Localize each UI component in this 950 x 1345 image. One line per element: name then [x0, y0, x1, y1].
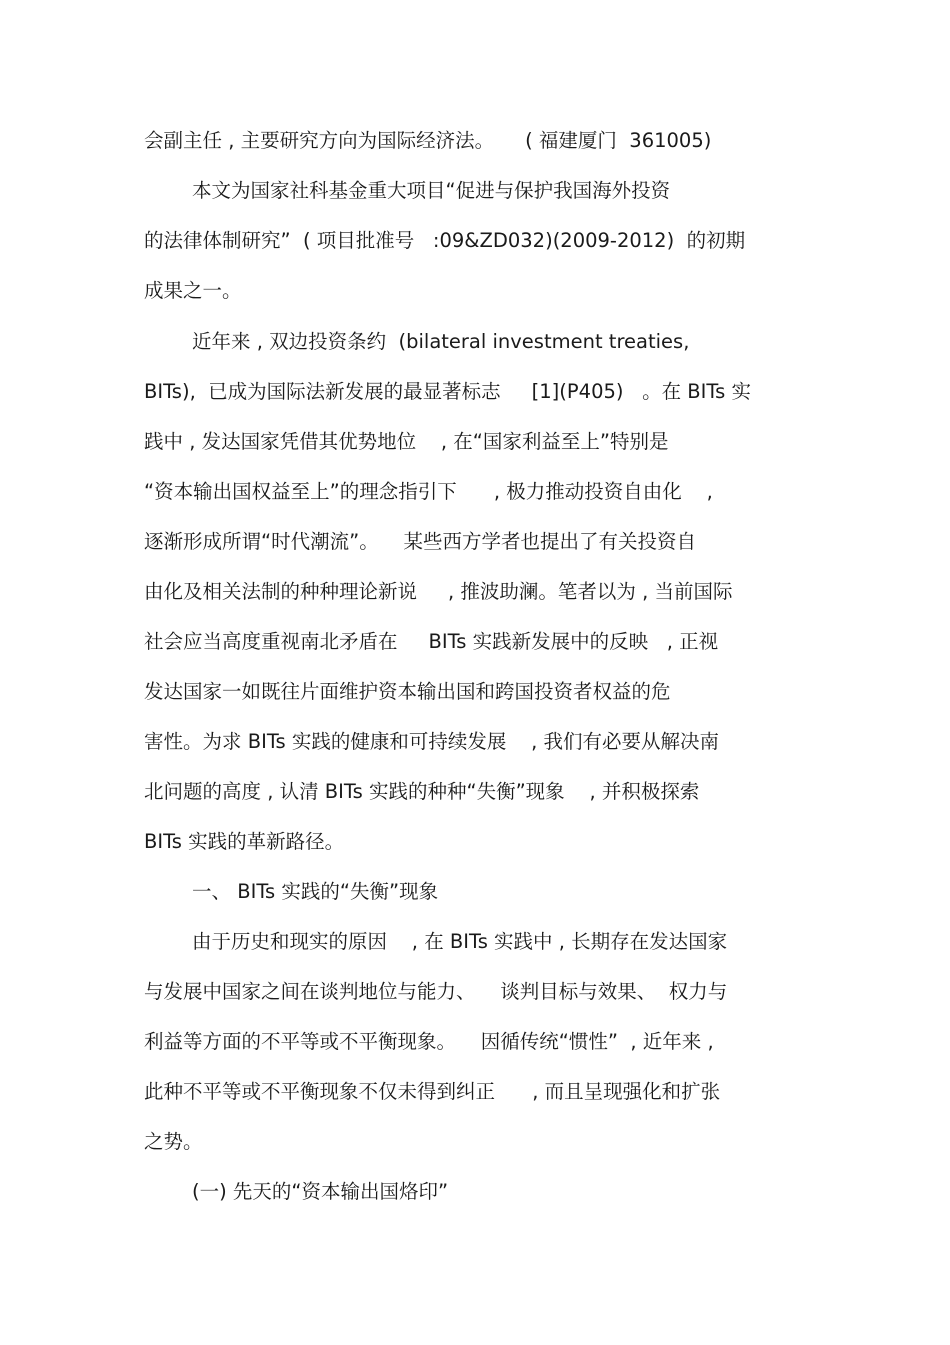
paragraph-first-line: 由于历史和现实的原因 , 在 BITs 实践中 , 长期存在发达国家 [192, 930, 728, 953]
text-line: 北问题的高度 , 认清 BITs 实践的种种“失衡”现象 , 并积极探索 [144, 780, 700, 803]
paragraph-first-line: 近年来 , 双边投资条约 (bilateral investment treaties, [192, 330, 690, 353]
text-line: 会副主任 , 主要研究方向为国际经济法。 ( 福建厦门 361005) [144, 129, 712, 152]
text-line: 逐渐形成所谓“时代潮流”。 某些西方学者也提出了有关投资自 [144, 530, 696, 553]
text-line: 践中 , 发达国家凭借其优势地位 , 在“国家利益至上”特别是 [144, 430, 669, 453]
subsection-heading: (一) 先天的“资本输出国烙印” [192, 1180, 449, 1203]
text-line: 害性。为求 BITs 实践的健康和可持续发展 , 我们有必要从解决南 [144, 730, 720, 753]
paragraph-first-line: 本文为国家社科基金重大项目“促进与保护我国海外投资 [192, 179, 671, 202]
text-line: 之势。 [144, 1130, 203, 1153]
text-line: 利益等方面的不平等或不平衡现象。 因循传统“惯性” , 近年来 , [144, 1030, 714, 1053]
text-line: 社会应当高度重视南北矛盾在 BITs 实践新发展中的反映 , 正视 [144, 630, 719, 653]
text-line: “资本输出国权益至上”的理念指引下 , 极力推动投资自由化 , [144, 480, 713, 503]
text-line: BITs 实践的革新路径。 [144, 830, 345, 853]
text-line: 由化及相关法制的种种理论新说 , 推波助澜。笔者以为 , 当前国际 [144, 580, 733, 603]
text-line: 此种不平等或不平衡现象不仅未得到纠正 , 而且呈现强化和扩张 [144, 1080, 721, 1103]
text-line: 发达国家一如既往片面维护资本输出国和跨国投资者权益的危 [144, 680, 671, 703]
text-line: 的法律体制研究” ( 项目批准号 :09&ZD032)(2009-2012) 的初期 [144, 229, 746, 252]
section-heading: 一、 BITs 实践的“失衡”现象 [192, 880, 439, 903]
text-line: 成果之一。 [144, 279, 242, 302]
text-line: 与发展中国家之间在谈判地位与能力、 谈判目标与效果、 权力与 [144, 980, 728, 1003]
text-line: BITs), 已成为国际法新发展的最显著标志 [1](P405) 。在 BITs 实 [144, 380, 751, 403]
